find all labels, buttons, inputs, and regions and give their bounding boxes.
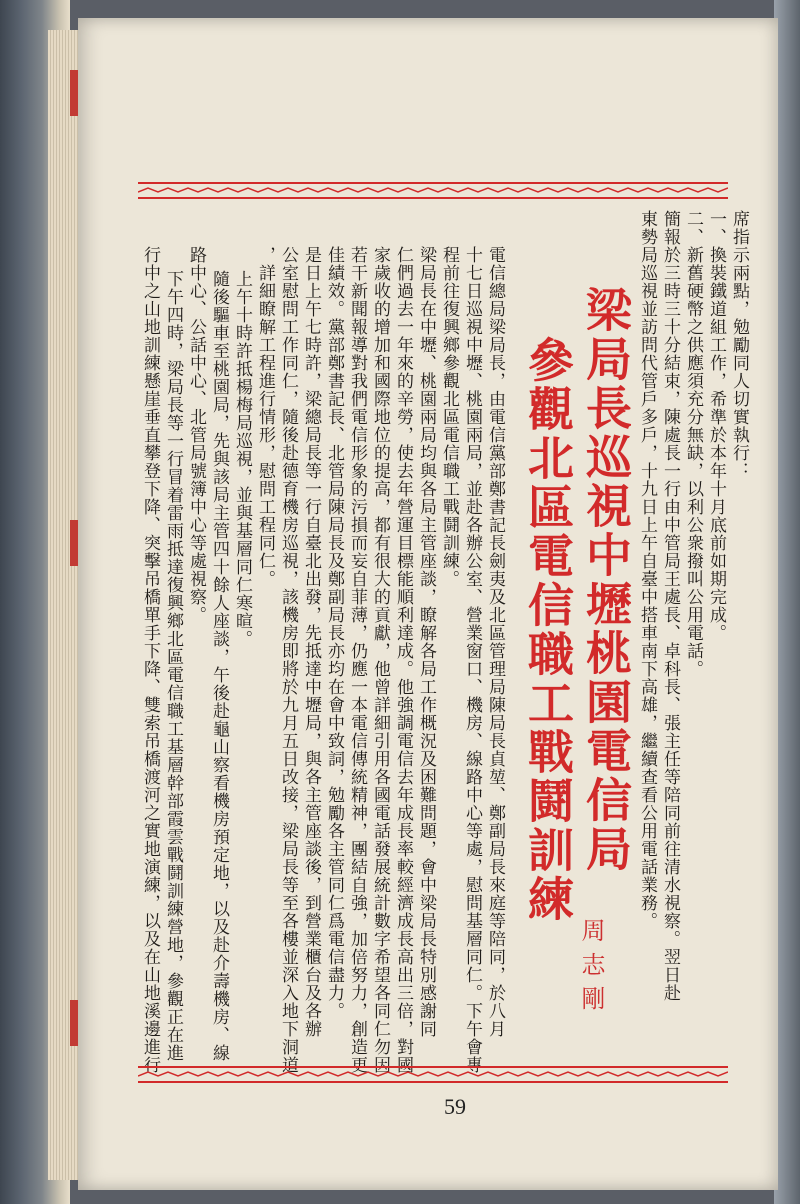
continuation-line-5: 東勢局巡視並訪問代管戶多戶，十九日上午自臺中搭車南下高雄，繼續查看公用電話業務。 [637, 210, 657, 930]
body-column: 梁局長在中壢、桃園兩局均與各局主管座談，瞭解各局工作概況及困難問題，會中梁局長特別感謝同 [416, 246, 436, 1038]
page-number: 59 [444, 1094, 466, 1119]
body-column: 電信總局梁局長，由電信黨部鄭書記長劍夷及北區管理局陳局長貞堃、鄭副局長來庭等陪同，於八月 [485, 246, 505, 1038]
body-column: 公室慰問工作同仁，隨後赴德育機房巡視，該機房即將於九月五日改接，梁局長等至各樓並深入地下洞道 [278, 246, 298, 1074]
body-column: 家歲收的增加和國際地位的提高，都有很大的貢獻，他曾詳細引用各國電話發展統計數字希望各同仁勿因 [370, 246, 390, 1074]
article-author: 周志剛 [577, 918, 605, 1020]
body-column: 隨後驅車至桃園局，先與該局主管四十餘人座談，午後赴龜山察看機房預定地，以及赴介壽機房、線 [209, 270, 229, 1062]
body-column: 上午十時許抵楊梅局巡視，並與基層同仁寒暄。 [232, 270, 252, 648]
bottom-red-border [138, 1064, 728, 1086]
article-title-line-1: 梁局長巡視中壢桃園電信局 [579, 286, 633, 874]
body-column: ，詳細瞭解工程進行情形，慰問工程同仁。 [255, 246, 275, 588]
continuation-line-3: 二、新舊硬幣之供應須充分無缺，以利公衆撥叫公用電話。 [683, 210, 703, 678]
body-column: 十七日巡視中壢、桃園兩局，並赴各辦公室、營業窗口、機房、線路中心等處，慰問基層同仁。下午會專 [462, 246, 482, 1074]
body-column: 仁們過去一年來的辛勞，使去年營運目標能順利達成。他強調電信去年成長率較經濟成長高出三倍，對國 [393, 246, 413, 1074]
continuation-line-1: 席指示兩點，勉勵同人切實執行： [729, 210, 749, 480]
continuation-line-4: 簡報於三時三十分結束，陳處長一行由中管局王處長、卓科長、張主任等陪同前往清水視察。翌日赴 [660, 210, 680, 1002]
top-red-border [138, 180, 728, 202]
body-column: 程前往復興鄉參觀北區電信職工戰鬪訓練。 [439, 246, 459, 588]
article-title-line-2: 參觀北區電信職工戰鬪訓練 [521, 336, 575, 924]
body-column: 是日上午七時許，梁總局長等一行自臺北出發，先抵達中壢局，與各主管座談後，到營業櫃台及各辦 [301, 246, 321, 1038]
book-page [78, 18, 778, 1190]
body-column: 佳績效。黨部鄭書記長、北管局陳局長及鄭副局長亦均在會中致詞，勉勵各主管同仁爲電信盡力。 [324, 246, 344, 1020]
continuation-line-2: 一、換裝鐵道組工作，希準於本年十月底前如期完成。 [706, 210, 726, 642]
body-column: 行中之山地訓練懸崖垂直攀登下降、突擊吊橋單手下降、雙索吊橋渡河之實地演練，以及在山地溪邊進行 [140, 246, 160, 1074]
body-column: 下午四時，梁局長等一行冒着雷雨抵達復興鄉北區電信職工基層幹部霞雲戰鬪訓練營地，參觀正在進 [163, 270, 183, 1062]
body-column: 若干新聞報導對我們電信形象的污損而妄自菲薄，仍應一本電信傳統精神，團結自強，加倍努力，創造更 [347, 246, 367, 1074]
body-column: 路中心、公話中心、北管局號簿中心等處視察。 [186, 246, 206, 624]
